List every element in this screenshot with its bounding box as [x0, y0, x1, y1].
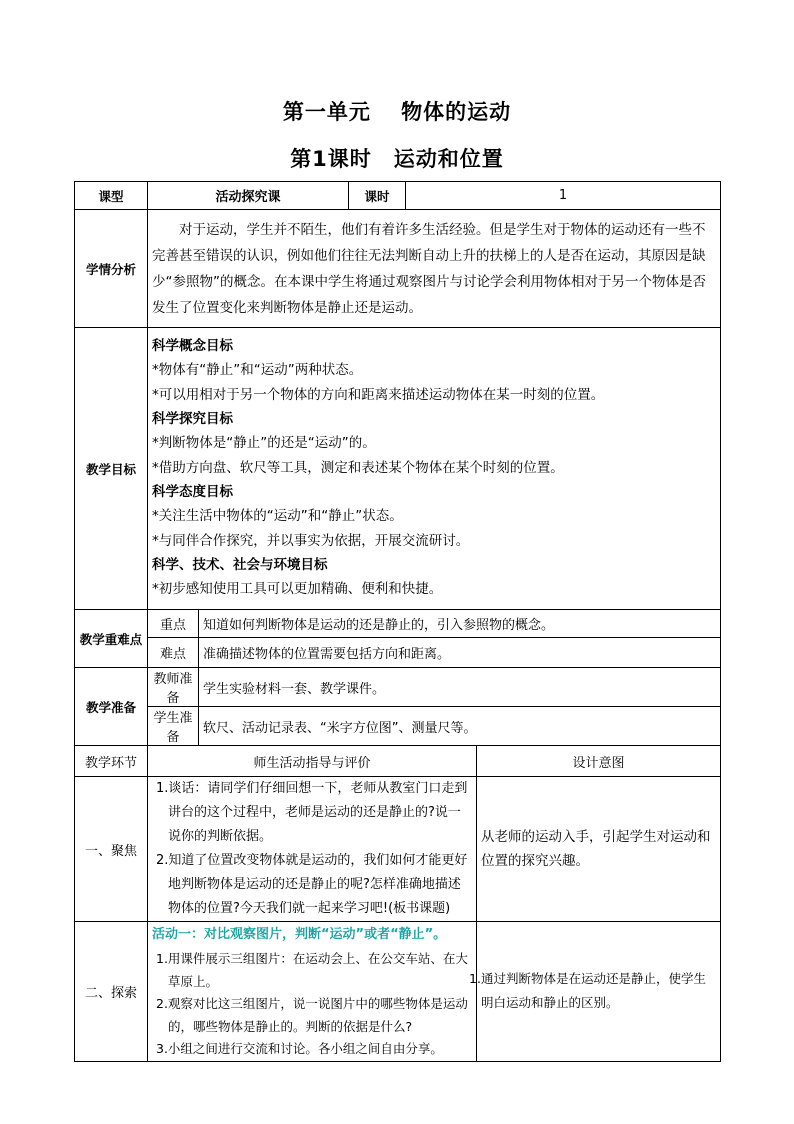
activity-item: 1.用课件展示三组图片：在运动会上、在公交车站、在大草原上。 — [156, 951, 468, 989]
teacher-prep-text: 学生实验材料一套、教学课件。 — [199, 668, 721, 707]
unit-title: 第一单元 物体的运动 — [282, 100, 512, 124]
activity-item: 2.观察对比这三组图片，说一说图片中的哪些物体是运动的，哪些物体是静止的。判断的依据是什么? — [156, 996, 468, 1034]
goal-heading: 科学探究目标 — [152, 411, 233, 427]
activity-title: 活动一：对比观察图片，判断“运动”或者“静止”。 — [152, 927, 447, 942]
teacher-prep-label: 教师准备 — [148, 668, 199, 707]
goal-item: *可以用相对于另一个物体的方向和距离来描述运动物体在某一时刻的位置。 — [152, 387, 605, 403]
goal-item: *判断物体是“静止”的还是“运动”的。 — [152, 435, 376, 451]
student-prep-label: 学生准备 — [148, 707, 199, 746]
goal-item: *物体有“静止”和“运动”两种状态。 — [152, 362, 363, 378]
info-row — [75, 182, 721, 210]
lesson-plan-table — [74, 181, 721, 1062]
goal-heading: 科学概念目标 — [152, 338, 233, 354]
teacher-prep-row — [75, 668, 721, 707]
focus-text: 知道如何判断物体是运动的还是静止的，引入参照物的概念。 — [199, 610, 721, 638]
goal-item: *借助方向盘、软尺等工具，测定和表述某个物体在某个时刻的位置。 — [152, 460, 564, 476]
stage-name: 一、聚焦 — [75, 777, 148, 922]
goal-item: *与同伴合作探究，并以事实为依据，开展交流研讨。 — [152, 533, 470, 549]
goal-heading: 科学、技术、社会与环境目标 — [152, 557, 328, 573]
key-points-label: 教学重难点 — [75, 610, 148, 668]
activity-item: 3.小组之间进行交流和讨论。各小组之间自由分享。 — [156, 1041, 443, 1056]
difficulty-text: 准确描述物体的位置需要包括方向和距离。 — [199, 638, 721, 668]
stage-intent: 从老师的运动入手，引起学生对运动和位置的探究兴趣。 — [477, 777, 721, 922]
activity-header: 师生活动指导与评价 — [148, 746, 477, 777]
difficulty-label: 难点 — [148, 638, 199, 668]
lesson-title: 第1课时 运动和位置 — [290, 147, 504, 171]
preparation-label: 教学准备 — [75, 668, 148, 746]
activity-item: 2.知道了位置改变物体就是运动的，我们如何才能更好地判断物体是运动的还是静止的呢?怎样准确地描述物体的位置?今天我们就一起来学习吧!(板书课题) — [156, 853, 468, 916]
stage-activities — [148, 922, 477, 1062]
intent-header: 设计意图 — [477, 746, 721, 777]
analysis-row — [75, 210, 721, 328]
focus-row — [75, 610, 721, 638]
stage-activities — [148, 777, 477, 922]
stage-row-focus — [75, 777, 721, 922]
type-label: 课型 — [75, 182, 148, 210]
goals-label: 教学目标 — [75, 328, 148, 610]
analysis-label: 学情分析 — [75, 210, 148, 328]
analysis-text: 对于运动，学生并不陌生，他们有着许多生活经验。但是学生对于物体的运动还有一些不完善甚至错误的认识，例如他们往往无法判断自动上升的扶梯上的人是否在运动，其原因是缺少“参照物”的概念。在本课中学生将通过观察图片与讨论学会利用物体相对于另一个物体是否发生了位置变化来判断物体是静止还是运动。 — [148, 210, 721, 328]
hours-label: 课时 — [349, 182, 406, 210]
goal-heading: 科学态度目标 — [152, 484, 233, 500]
stage-row-explore — [75, 922, 721, 1062]
goals-content — [148, 328, 721, 610]
type-value: 活动探究课 — [148, 182, 349, 210]
process-header-row — [75, 746, 721, 777]
stage-header: 教学环节 — [75, 746, 148, 777]
student-prep-row — [75, 707, 721, 746]
student-prep-text: 软尺、活动记录表、“米字方位图”、测量尺等。 — [199, 707, 721, 746]
focus-label: 重点 — [148, 610, 199, 638]
difficulty-row — [75, 638, 721, 668]
activity-item: 1.谈话：请同学们仔细回想一下，老师从教室门口走到讲台的这个过程中，老师是运动的还是静止的?说一说你的判断依据。 — [156, 781, 468, 844]
goals-row — [75, 328, 721, 610]
goal-item: *初步感知使用工具可以更加精确、便利和快捷。 — [152, 581, 443, 597]
hours-value: 1 — [406, 182, 721, 210]
stage-name: 二、探索 — [75, 922, 148, 1062]
stage-intent: 1.通过判断物体是在运动还是静止，使学生明白运动和静止的区别。 — [477, 922, 721, 1062]
goal-item: *关注生活中物体的“运动”和“静止”状态。 — [152, 508, 403, 524]
